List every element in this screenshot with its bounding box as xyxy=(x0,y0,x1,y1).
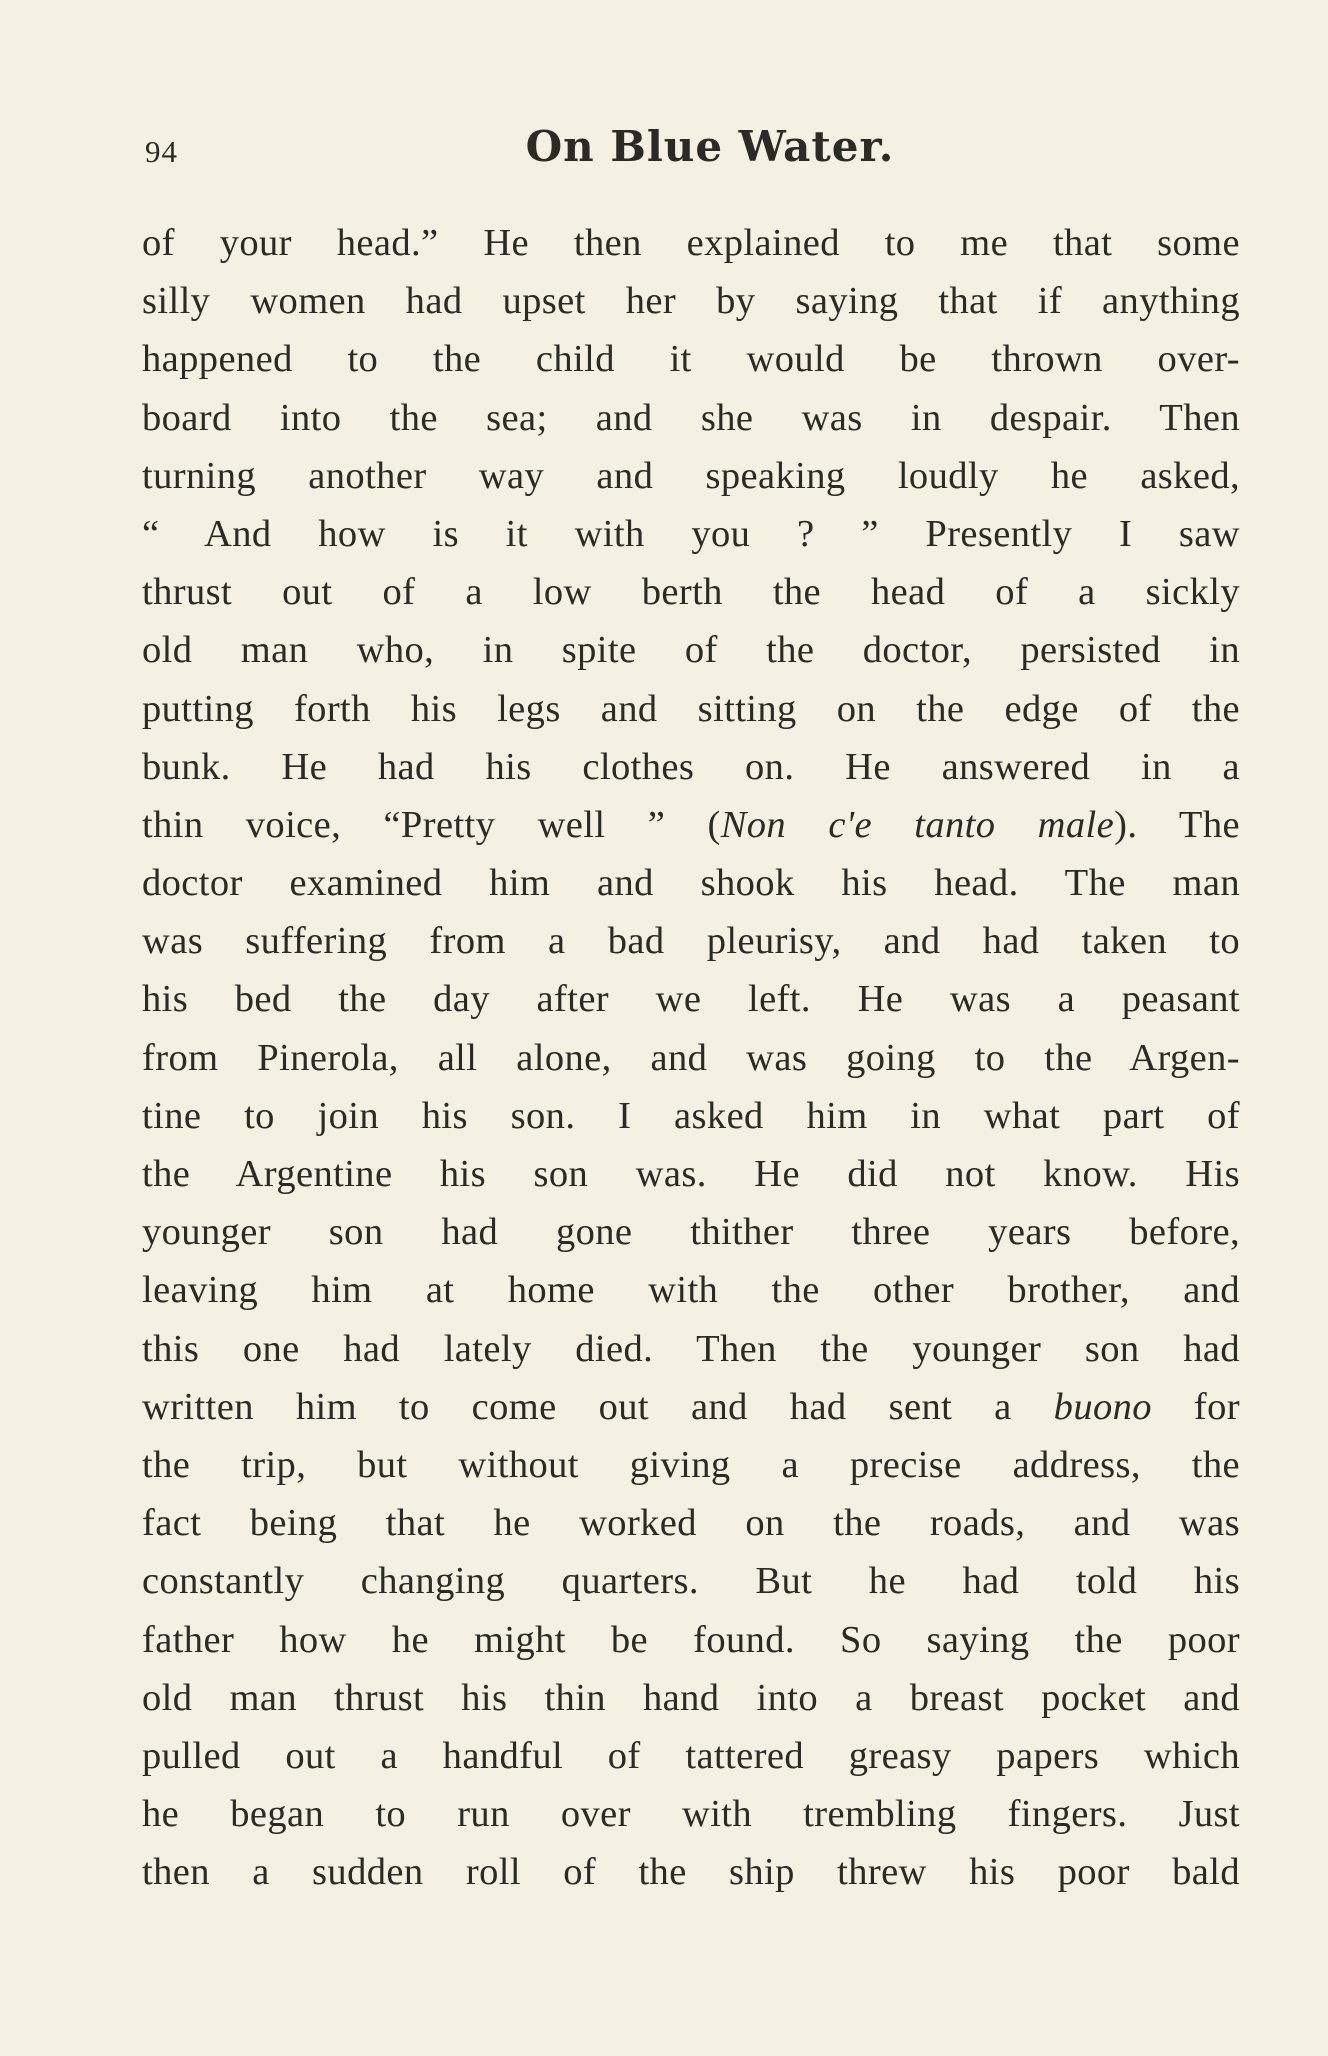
text-line: his bed the day after we left. He was a peasant xyxy=(142,978,1240,1021)
text-line: constantly changing quarters. But he had told his xyxy=(142,1560,1240,1603)
text-line: was suffering from a bad pleurisy, and had taken to xyxy=(142,920,1240,963)
text-line: he began to run over with trembling fingers. Just xyxy=(142,1793,1240,1836)
text-segment: thin voice, “Pretty well ” ( xyxy=(142,803,721,846)
text-line: turning another way and speaking loudly he asked, xyxy=(142,454,1240,497)
text-line: thrust out of a low berth the head of a sickly xyxy=(142,571,1240,614)
text-line: of your head.” He then explained to me that some xyxy=(142,222,1240,264)
text-line: putting forth his legs and sitting on the edge of the xyxy=(142,687,1240,730)
text-line: silly women had upset her by saying that if anything xyxy=(142,280,1240,323)
text-line: leaving him at home with the other brother, and xyxy=(142,1269,1240,1312)
body-text xyxy=(142,214,1240,1901)
running-title: On Blue Water. xyxy=(525,122,895,171)
text-line: old man who, in spite of the doctor, persisted in xyxy=(142,629,1240,672)
text-line: from Pinerola, all alone, and was going to the Argen- xyxy=(142,1036,1240,1079)
page-number: 94 xyxy=(145,134,178,169)
text-line xyxy=(142,796,1240,854)
text-line: doctor examined him and shook his head. The man xyxy=(142,862,1240,905)
text-line: the trip, but without giving a precise address, the xyxy=(142,1443,1240,1486)
text-line: this one had lately died. Then the younger son had xyxy=(142,1327,1240,1370)
text-segment: written him to come out and had sent a xyxy=(142,1385,1054,1428)
text-line: younger son had gone thither three years before, xyxy=(142,1211,1240,1254)
text-line: happened to the child it would be thrown over- xyxy=(142,338,1240,381)
italic-phrase: buono xyxy=(1053,1385,1152,1428)
text-line xyxy=(142,1378,1240,1436)
italic-phrase: Non c'e tanto male xyxy=(720,803,1115,846)
text-line: “ And how is it with you ? ” Presently I saw xyxy=(142,512,1240,555)
page-header xyxy=(142,122,1242,182)
text-segment: ). The xyxy=(1114,803,1240,846)
text-line: tine to join his son. I asked him in what part of xyxy=(142,1094,1240,1137)
text-line: old man thrust his thin hand into a breast pocket and xyxy=(142,1676,1240,1719)
text-line: bunk. He had his clothes on. He answered in a xyxy=(142,745,1240,788)
text-line: father how he might be found. So saying the poor xyxy=(142,1618,1240,1661)
text-line: the Argentine his son was. He did not know. His xyxy=(142,1153,1240,1195)
text-line: fact being that he worked on the roads, and was xyxy=(142,1502,1240,1545)
text-segment: for xyxy=(1151,1385,1241,1428)
text-line: then a sudden roll of the ship threw his poor bald xyxy=(142,1851,1240,1894)
text-line: pulled out a handful of tattered greasy papers which xyxy=(142,1734,1240,1777)
text-line: board into the sea; and she was in despair. Then xyxy=(142,396,1240,439)
